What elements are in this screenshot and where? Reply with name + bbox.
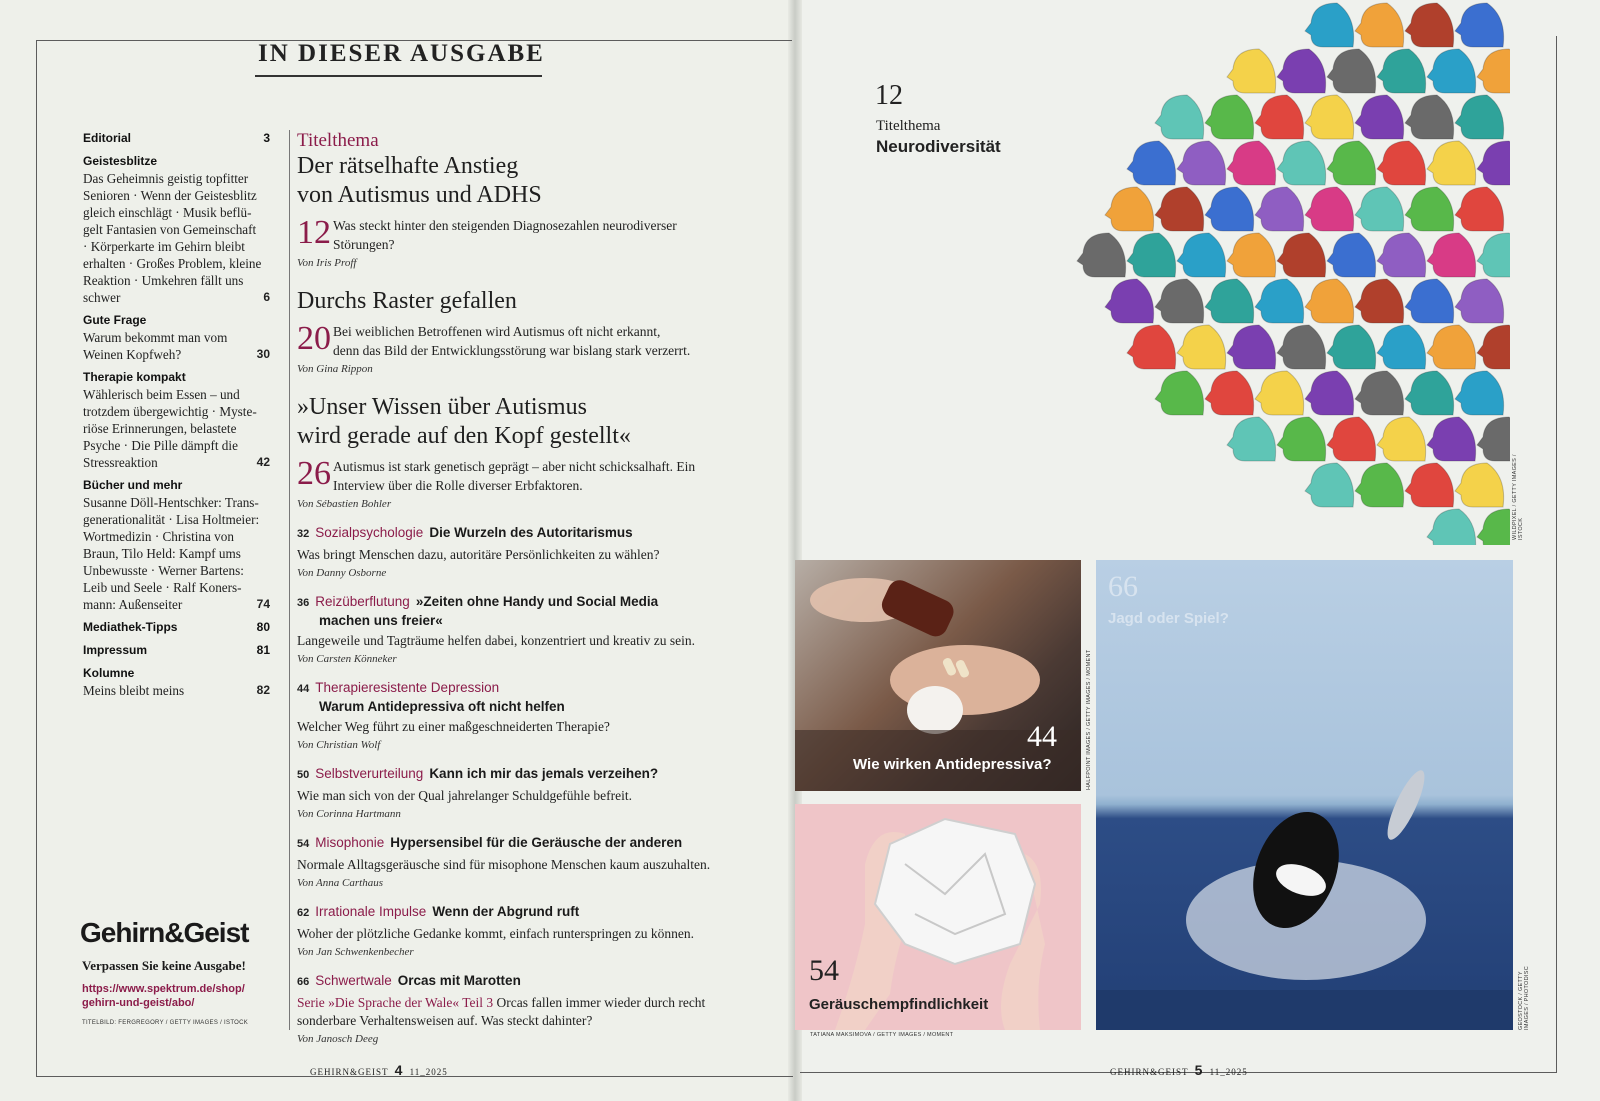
- head-silhouette: [1405, 95, 1454, 139]
- feature-desc-line2: denn das Bild der Entwicklungsstörung war bislang stark verzerrt.: [333, 343, 691, 358]
- feature-description: [333, 457, 695, 495]
- item-author: Von Janosch Deeg: [297, 1033, 379, 1045]
- sidebar-section-title: Kolumne: [83, 666, 135, 680]
- item-heading[interactable]: [297, 593, 772, 612]
- head-silhouette: [1127, 233, 1176, 277]
- hero-title[interactable]: Neurodiversität: [876, 137, 1001, 156]
- head-silhouette: [1205, 279, 1254, 323]
- sidebar-section-head[interactable]: [83, 369, 270, 386]
- hero-kicker: Titelthema: [876, 118, 941, 134]
- head-silhouette: [1405, 187, 1454, 231]
- tile-paper-number: 54: [809, 954, 839, 987]
- item-description: [297, 994, 772, 1030]
- feature-description: [333, 322, 690, 360]
- head-silhouette: [1227, 141, 1276, 185]
- footer-left-mag: GEHIRN&GEIST: [310, 1067, 389, 1077]
- head-silhouette: [1377, 417, 1426, 461]
- feature-article[interactable]: [297, 130, 772, 269]
- feature-title-line1: Der rätselhafte Anstieg: [297, 153, 519, 179]
- head-silhouette: [1427, 141, 1476, 185]
- feature-title[interactable]: [297, 287, 772, 316]
- head-silhouette: [1155, 95, 1204, 139]
- head-silhouette: [1327, 49, 1376, 93]
- head-silhouette: [1355, 279, 1404, 323]
- item-title: »Zeiten ohne Handy und Social Media: [415, 594, 659, 609]
- item-desc-text: Was bringt Menschen dazu, autoritäre Persönlichkeiten zu wählen?: [297, 547, 660, 562]
- feature-desc-line2: Störungen?: [333, 237, 395, 252]
- head-silhouette: [1177, 233, 1226, 277]
- item-title: Hypersensibel für die Geräusche der anderen: [390, 835, 683, 850]
- sidebar-section[interactable]: [83, 619, 270, 636]
- sidebar-section-last-text: mann: Außenseiter: [83, 597, 183, 612]
- head-silhouette: [1327, 233, 1376, 277]
- sidebar-section-head[interactable]: [83, 619, 270, 636]
- sidebar-section-title: Mediathek-Tipps: [83, 620, 178, 634]
- head-silhouette: [1455, 95, 1504, 139]
- item-description: [297, 718, 772, 736]
- item-author: Von Carsten Könneker: [297, 653, 397, 665]
- sidebar-section-line: Unbewusste · Werner Bartens:: [83, 563, 244, 578]
- feature-page-number: 26: [297, 455, 331, 492]
- head-silhouette: [1227, 233, 1276, 277]
- feature-teaser: [297, 457, 772, 495]
- head-silhouette: [1427, 233, 1476, 277]
- sidebar-section-line: Senioren · Wenn der Geistesblitz: [83, 188, 257, 203]
- head-silhouette: [1355, 187, 1404, 231]
- head-silhouette: [1227, 325, 1276, 369]
- head-silhouette: [1427, 325, 1476, 369]
- sidebar-section-last-text: Weinen Kopfweh?: [83, 347, 182, 362]
- tile-antidepressants[interactable]: [795, 560, 1081, 791]
- sidebar-section-last-line: [83, 454, 270, 471]
- head-silhouette: [1205, 95, 1254, 139]
- sidebar-section-title: Gute Frage: [83, 313, 147, 327]
- head-silhouette: [1305, 279, 1354, 323]
- contents-item[interactable]: [297, 765, 772, 820]
- feature-title-line1: Durchs Raster gefallen: [297, 288, 517, 314]
- feature-desc-line2: Interview über die Rolle diverser Erbfaktoren.: [333, 478, 583, 493]
- sidebar-section[interactable]: [83, 642, 270, 659]
- item-desc-text: Woher der plötzliche Gedanke kommt, einfach runterspringen zu können.: [297, 926, 695, 941]
- item-description: [297, 856, 772, 874]
- sidebar-section-page: 3: [263, 131, 270, 145]
- sidebar-section-title: Bücher und mehr: [83, 478, 183, 492]
- item-page-number: 66: [297, 976, 310, 988]
- head-silhouette: [1377, 233, 1426, 277]
- footer-right: [1110, 1062, 1248, 1078]
- item-author: Von Anna Carthaus: [297, 877, 383, 889]
- footer-left-issue: 11_2025: [409, 1067, 448, 1077]
- sidebar-section[interactable]: [83, 665, 270, 699]
- item-page-number: 32: [297, 528, 310, 540]
- head-silhouette: [1305, 95, 1354, 139]
- head-silhouette: [1455, 3, 1504, 47]
- head-silhouette: [1377, 49, 1426, 93]
- sidebar-section-line: Wählerisch beim Essen – und: [83, 387, 240, 402]
- head-silhouette: [1227, 417, 1276, 461]
- sidebar-section-line: trotzdem übergewichtig · Myste-: [83, 404, 257, 419]
- sidebar-section-last-line: [83, 682, 270, 699]
- sidebar-section-head[interactable]: [83, 130, 270, 147]
- footer-right-page: 5: [1194, 1062, 1204, 1078]
- item-heading[interactable]: [297, 972, 772, 991]
- sidebar-section-line: · Körperkarte im Gehirn bleibt: [83, 239, 245, 254]
- footer-left: [310, 1062, 448, 1078]
- item-description: [297, 787, 772, 805]
- feature-teaser: [297, 216, 772, 254]
- item-page-number: 44: [297, 683, 310, 695]
- tile-noise-sensitivity[interactable]: [795, 804, 1081, 1030]
- sidebar-section-page: 30: [256, 347, 270, 361]
- sidebar-section-page: 74: [256, 597, 270, 611]
- contents-item[interactable]: [297, 593, 772, 665]
- item-desc-text: Welcher Weg führt zu einer maßgeschneiderten Therapie?: [297, 719, 610, 734]
- head-silhouette: [1427, 417, 1476, 461]
- item-page-number: 62: [297, 907, 310, 919]
- head-silhouette: [1355, 371, 1404, 415]
- tile-paper-caption: Geräuschempfindlichkeit: [809, 996, 989, 1013]
- sidebar-section-last-line: [83, 289, 270, 306]
- hero-page-number: 12: [875, 80, 903, 111]
- head-silhouette: [1405, 371, 1454, 415]
- sidebar-section-title: Impressum: [83, 643, 148, 657]
- sidebar-section-line: Wortmedizin · Christina von: [83, 529, 234, 544]
- head-silhouette: [1455, 463, 1504, 507]
- sidebar-section-title: Geistesblitze: [83, 154, 158, 168]
- sidebar-section-last-text: Stressreaktion: [83, 455, 158, 470]
- sidebar-section-head[interactable]: [83, 312, 270, 329]
- subscribe-link-line2[interactable]: gehirn-und-geist/abo/: [82, 997, 195, 1009]
- page-heading: IN DIESER AUSGABE: [258, 40, 545, 67]
- feature-desc-line1: Bei weiblichen Betroffenen wird Autismus oft nicht erkannt,: [333, 324, 661, 339]
- brand-logo: Gehirn&Geist: [80, 917, 249, 948]
- sidebar-section-page: 6: [263, 290, 270, 304]
- feature-description: [333, 216, 677, 254]
- item-description: [297, 546, 772, 564]
- feature-article[interactable]: [297, 393, 772, 510]
- head-silhouette: [1155, 279, 1204, 323]
- item-page-number: 36: [297, 597, 310, 609]
- item-page-number: 50: [297, 769, 310, 781]
- sidebar-section[interactable]: [83, 312, 270, 363]
- item-heading[interactable]: [297, 834, 772, 853]
- tile-pills-credit: HALFPOINT IMAGES / GETTY IMAGES / MOMENT: [1086, 649, 1092, 790]
- head-silhouette: [1127, 325, 1176, 369]
- item-title-line2: machen uns freier«: [319, 613, 443, 628]
- hero-image-heads[interactable]: [1055, 0, 1510, 545]
- item-author: Von Danny Osborne: [297, 567, 387, 579]
- feature-author: Von Sébastien Bohler: [297, 498, 392, 510]
- head-silhouette: [1277, 141, 1326, 185]
- contents-item[interactable]: [297, 524, 772, 579]
- head-silhouette: [1305, 187, 1354, 231]
- sidebar-section-head[interactable]: [83, 153, 270, 170]
- feature-page-number: 20: [297, 320, 331, 357]
- feature-title[interactable]: [297, 152, 772, 210]
- item-rubric: Selbstverurteilung: [315, 766, 424, 781]
- head-silhouette: [1077, 233, 1126, 277]
- sidebar-section-page: 82: [256, 683, 270, 697]
- sidebar-section[interactable]: [83, 153, 270, 306]
- sidebar-section-line: gleich einschlägt · Musik beflü-: [83, 205, 252, 220]
- sidebar-section-line: Braun, Tilo Held: Kampf ums: [83, 546, 241, 561]
- contents-main-column: [297, 130, 772, 1045]
- head-silhouette: [1277, 49, 1326, 93]
- sidebar-section-page: 81: [256, 643, 270, 657]
- item-description: [297, 925, 772, 943]
- feature-teaser: [297, 322, 772, 360]
- sidebar-section[interactable]: [83, 369, 270, 471]
- item-desc-text: Orcas fallen immer wieder durch recht: [493, 995, 706, 1010]
- item-author: Von Jan Schwenkenbecher: [297, 946, 414, 958]
- item-rubric: Schwertwale: [315, 973, 392, 988]
- head-silhouette: [1327, 417, 1376, 461]
- head-silhouette: [1477, 141, 1510, 185]
- head-silhouette: [1427, 509, 1476, 545]
- feature-author: Von Gina Rippon: [297, 363, 373, 375]
- sidebar-section-page: 42: [256, 455, 270, 469]
- sidebar-section-page: 80: [256, 620, 270, 634]
- contents-item[interactable]: [297, 972, 772, 1045]
- item-heading[interactable]: [297, 679, 772, 698]
- feature-author: Von Iris Proff: [297, 257, 357, 269]
- head-silhouette: [1105, 187, 1154, 231]
- item-heading[interactable]: [297, 903, 772, 922]
- item-title: Die Wurzeln des Autoritarismus: [429, 525, 633, 540]
- item-title: Orcas mit Marotten: [397, 973, 521, 988]
- head-silhouette: [1255, 95, 1304, 139]
- head-silhouette: [1477, 417, 1510, 461]
- head-silhouette: [1127, 141, 1176, 185]
- sidebar-section-line: erhalten · Großes Problem, kleine: [83, 256, 262, 271]
- head-silhouette: [1277, 233, 1326, 277]
- tile-paper-credit: TATIANA MAKSIMOVA / GETTY IMAGES / MOMENT: [810, 1032, 954, 1038]
- sidebar-section-last-line: [83, 346, 270, 363]
- head-silhouette: [1455, 279, 1504, 323]
- tile-orca-number: 66: [1108, 570, 1138, 603]
- sidebar-section-title: Therapie kompakt: [83, 370, 186, 384]
- item-title-line2: Warum Antidepressiva oft nicht helfen: [319, 699, 565, 714]
- hero-credit: WILDPIXEL / GETTY IMAGES / ISTOCK: [1512, 454, 1524, 540]
- head-silhouette: [1155, 371, 1204, 415]
- head-silhouette: [1405, 3, 1454, 47]
- sidebar-section-line: Leib und Seele · Ralf Koners-: [83, 580, 242, 595]
- head-silhouette: [1177, 141, 1226, 185]
- column-divider: [289, 130, 290, 1030]
- footer-right-mag: GEHIRN&GEIST: [1110, 1067, 1189, 1077]
- item-rubric: Sozialpsychologie: [315, 525, 424, 540]
- tile-pills-caption: Wie wirken Antidepressiva?: [853, 756, 1052, 773]
- head-silhouette: [1477, 233, 1510, 277]
- item-desc-text: Normale Alltagsgeräusche sind für misophone Menschen kaum auszuhalten.: [297, 857, 711, 872]
- head-silhouette: [1355, 95, 1404, 139]
- item-desc-text: Langeweile und Tagträume helfen dabei, konzentriert und kreativ zu sein.: [297, 633, 696, 648]
- sidebar-section-line: Warum bekommt man vom: [83, 330, 228, 345]
- item-desc-text-line2: sonderbare Verhaltensweisen auf. Was steckt dahinter?: [297, 1013, 593, 1028]
- head-silhouette: [1405, 279, 1454, 323]
- feature-page-number: 12: [297, 214, 331, 251]
- head-silhouette: [1305, 463, 1354, 507]
- head-silhouette: [1477, 325, 1510, 369]
- item-heading[interactable]: [297, 765, 772, 784]
- tile-orca-caption: Jagd oder Spiel?: [1108, 610, 1229, 627]
- footer-left-page: 4: [394, 1062, 404, 1078]
- feature-title-line2: wird gerade auf den Kopf gestellt«: [297, 423, 631, 449]
- head-silhouette: [1227, 49, 1276, 93]
- head-silhouette: [1205, 187, 1254, 231]
- sidebar-section-last-line: [83, 596, 270, 613]
- item-author: Von Christian Wolf: [297, 739, 381, 751]
- head-silhouette: [1405, 463, 1454, 507]
- head-silhouette: [1455, 371, 1504, 415]
- feature-kicker: Titelthema: [297, 130, 379, 151]
- head-silhouette: [1277, 417, 1326, 461]
- subscribe-link-line1[interactable]: https://www.spektrum.de/shop/: [82, 983, 245, 995]
- sidebar-section-line: Reaktion · Umkehren fällt uns: [83, 273, 244, 288]
- feature-title-line1: »Unser Wissen über Autismus: [297, 394, 587, 420]
- contents-item[interactable]: [297, 834, 772, 889]
- head-silhouette: [1305, 371, 1354, 415]
- head-silhouette: [1205, 371, 1254, 415]
- sidebar-section-line: Psyche · Die Pille dämpft die: [83, 438, 238, 453]
- head-silhouette: [1327, 141, 1376, 185]
- sidebar-section-line: gelt Fantasien von Gemeinschaft: [83, 222, 257, 237]
- sidebar-contents: [83, 130, 270, 705]
- sidebar-section[interactable]: [83, 130, 270, 147]
- head-silhouette: [1305, 3, 1354, 47]
- item-page-number: 54: [297, 838, 310, 850]
- subscribe-link[interactable]: [82, 982, 245, 1010]
- head-silhouette: [1355, 463, 1404, 507]
- head-silhouette: [1455, 187, 1504, 231]
- heading-underline: [255, 75, 542, 77]
- sidebar-section-last-text: Meins bleibt meins: [83, 683, 185, 698]
- sidebar-section-head[interactable]: [83, 665, 270, 682]
- feature-title[interactable]: [297, 393, 772, 451]
- feature-desc-line1: Was steckt hinter den steigenden Diagnosezahlen neurodiverser: [333, 218, 677, 233]
- sidebar-section-line: generationalität · Lisa Holtmeier:: [83, 512, 260, 527]
- head-silhouette: [1477, 509, 1510, 545]
- tile-pills-number: 44: [1027, 720, 1057, 753]
- item-rubric: Reizüberflutung: [315, 594, 410, 609]
- item-series-label: Serie »Die Sprache der Wale« Teil 3: [297, 995, 494, 1010]
- sidebar-section-line: riöse Erinnerungen, belastete: [83, 421, 237, 436]
- sidebar-section-line: Das Geheimnis geistig topfitter: [83, 171, 249, 186]
- head-silhouette: [1355, 3, 1404, 47]
- sidebar-section-head[interactable]: [83, 642, 270, 659]
- head-silhouette: [1277, 325, 1326, 369]
- footer-right-issue: 11_2025: [1209, 1067, 1248, 1077]
- feature-desc-line1: Autismus ist stark genetisch geprägt – aber nicht schicksalhaft. Ein: [333, 459, 696, 474]
- sidebar-section-line: Susanne Döll-Hentschker: Trans-: [83, 495, 259, 510]
- orca-photo: [1096, 560, 1513, 1030]
- item-rubric: Irrationale Impulse: [315, 904, 427, 919]
- head-silhouette: [1155, 187, 1204, 231]
- tile-orcas[interactable]: [1096, 560, 1513, 1030]
- head-silhouette: [1255, 371, 1304, 415]
- brand-tagline: Verpassen Sie keine Ausgabe!: [82, 958, 246, 973]
- cover-credit: TITELBILD: FERGREGORY / GETTY IMAGES / ISTOCK: [82, 1020, 249, 1026]
- contents-item[interactable]: [297, 903, 772, 958]
- item-description: [297, 632, 772, 650]
- head-silhouette: [1427, 49, 1476, 93]
- colorful-heads-illustration: [1055, 0, 1510, 545]
- contents-item[interactable]: [297, 679, 772, 751]
- item-desc-text: Wie man sich von der Qual jahrelanger Schuldgefühle befreit.: [297, 788, 632, 803]
- feature-article[interactable]: [297, 287, 772, 375]
- sidebar-section-head[interactable]: [83, 477, 270, 494]
- head-silhouette: [1377, 325, 1426, 369]
- item-title: Wenn der Abgrund ruft: [432, 904, 580, 919]
- tile-orca-credit: GEOSTOCK / GETTY IMAGES / PHOTODISC: [1518, 966, 1530, 1030]
- item-title: Kann ich mir das jemals verzeihen?: [429, 766, 659, 781]
- item-rubric: Therapieresistente Depression: [315, 680, 500, 695]
- sidebar-section[interactable]: [83, 477, 270, 613]
- head-silhouette: [1255, 187, 1304, 231]
- head-silhouette: [1177, 325, 1226, 369]
- sidebar-section-title: Editorial: [83, 131, 132, 145]
- item-rubric: Misophonie: [315, 835, 385, 850]
- head-silhouette: [1327, 325, 1376, 369]
- item-heading[interactable]: [297, 524, 772, 543]
- item-author: Von Corinna Hartmann: [297, 808, 401, 820]
- head-silhouette: [1255, 279, 1304, 323]
- head-silhouette: [1477, 49, 1510, 93]
- head-silhouette: [1105, 279, 1154, 323]
- sidebar-section-last-text: schwer: [83, 290, 121, 305]
- head-silhouette: [1377, 141, 1426, 185]
- feature-title-line2: von Autismus und ADHS: [297, 182, 542, 208]
